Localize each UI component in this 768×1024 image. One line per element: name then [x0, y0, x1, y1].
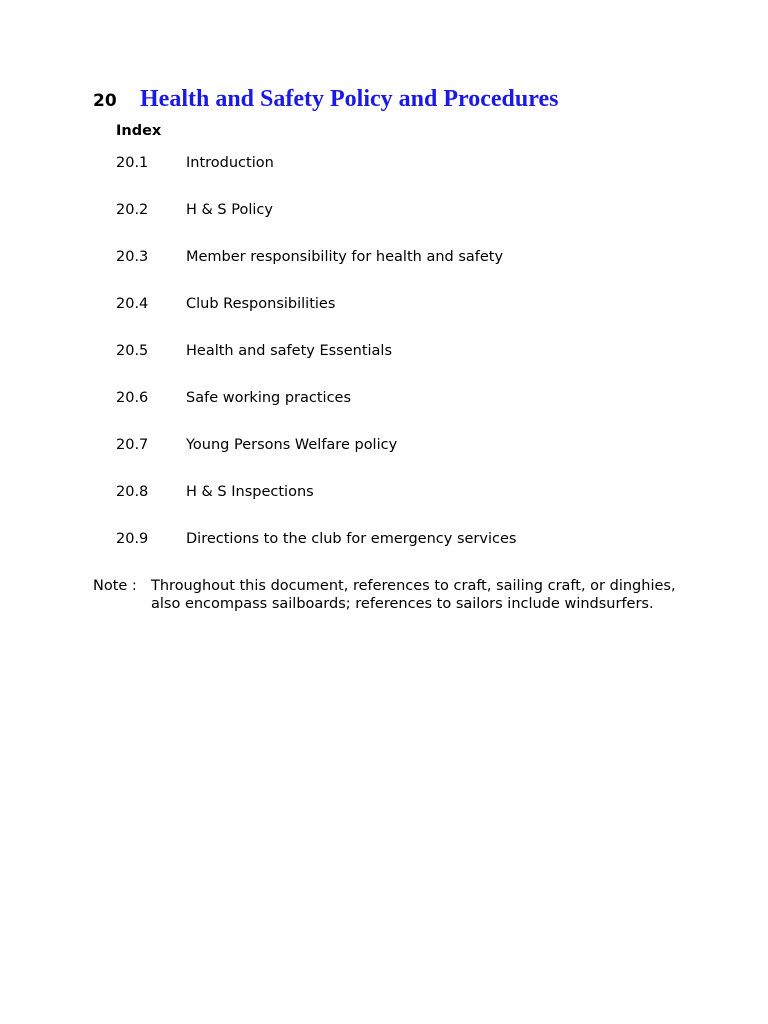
toc-item-number: 20.4	[116, 296, 149, 312]
toc-item	[116, 390, 516, 437]
toc-item-number: 20.6	[116, 390, 149, 406]
toc-item-title: Member responsibility for health and safety	[186, 249, 504, 265]
toc-item-number: 20.3	[116, 249, 149, 265]
toc-item	[116, 155, 516, 202]
note-text: Throughout this document, references to craft, sailing craft, or dinghies, also encompass sailboards; references to sailors include windsurfers.	[151, 578, 676, 612]
document-note	[93, 577, 693, 613]
section-title: Health and Safety Policy and Procedures	[140, 86, 559, 112]
note-label: Note :	[93, 578, 137, 594]
toc-item-number: 20.1	[116, 155, 149, 171]
toc-item-number: 20.9	[116, 531, 149, 547]
toc-item-number: 20.5	[116, 343, 149, 359]
toc-item	[116, 484, 516, 531]
toc-item	[116, 202, 516, 249]
toc-item-title: Introduction	[186, 155, 274, 171]
toc-item-number: 20.2	[116, 202, 149, 218]
toc-item-title: Young Persons Welfare policy	[186, 437, 398, 453]
toc-item-title: H & S Policy	[186, 202, 273, 218]
toc-item-number: 20.8	[116, 484, 149, 500]
section-heading	[93, 86, 558, 113]
toc-item	[116, 437, 516, 484]
table-of-contents	[116, 155, 516, 578]
toc-item-title: Directions to the club for emergency services	[186, 531, 517, 547]
toc-item	[116, 296, 516, 343]
toc-item	[116, 249, 516, 296]
toc-item-title: Club Responsibilities	[186, 296, 336, 312]
toc-item-number: 20.7	[116, 437, 149, 453]
index-label: Index	[116, 123, 162, 139]
toc-item-title: Safe working practices	[186, 390, 352, 406]
section-number: 20	[93, 91, 117, 111]
toc-item-title: Health and safety Essentials	[186, 343, 393, 359]
toc-item-title: H & S Inspections	[186, 484, 314, 500]
toc-item	[116, 531, 516, 578]
toc-item	[116, 343, 516, 390]
